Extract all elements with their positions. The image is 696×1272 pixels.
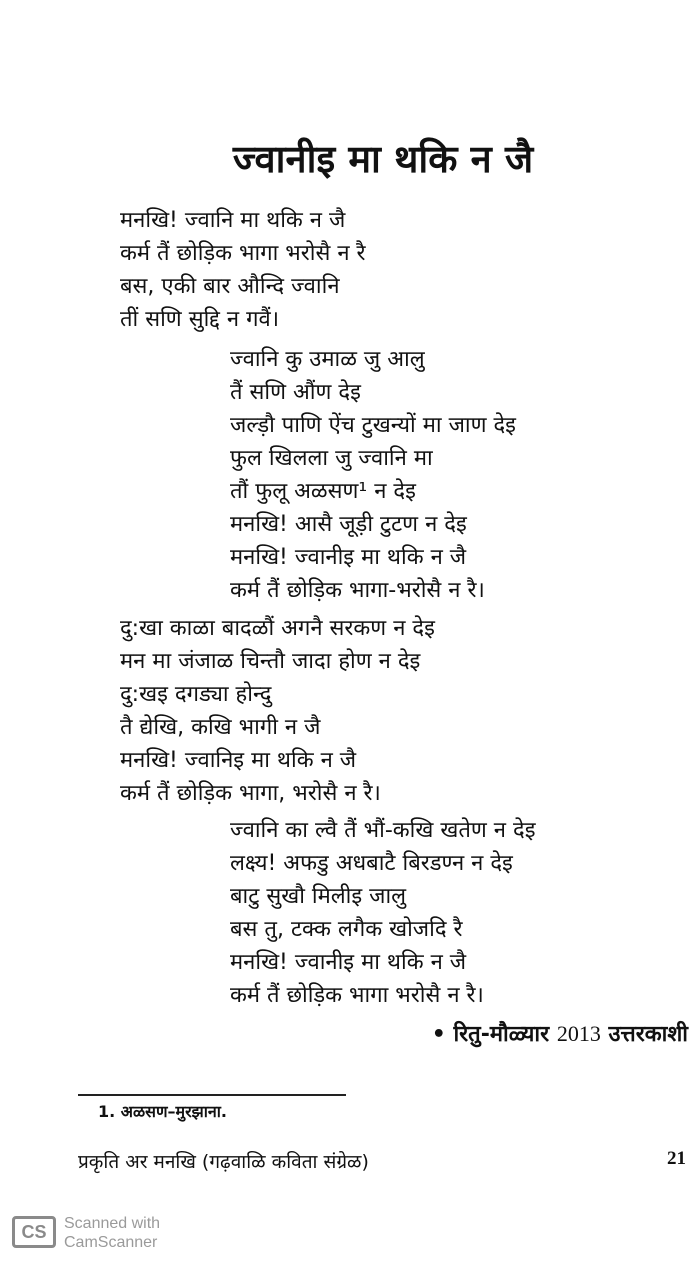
poem-line: दु:खा काळा बादळौं अगनै सरकण न देइ — [120, 616, 435, 641]
stanza-4 — [230, 814, 536, 1012]
camscanner-logo-icon: CS — [12, 1216, 56, 1248]
scanner-watermark — [64, 1214, 160, 1252]
poem-line: तीं सणि सुद्दि न गवैं। — [120, 307, 280, 332]
bullet-mark: • — [431, 1022, 446, 1047]
footnote-divider — [78, 1094, 346, 1096]
footnote: 1. अळसण–मुरझाना. — [98, 1102, 228, 1121]
stanza-1 — [120, 204, 366, 336]
book-title: प्रकृति अर मनखि (गढ़वाळि कविता संग्रेळ) — [78, 1151, 369, 1173]
poem-line: कर्म तैं छोड़िक भागा-भरोसै न रै। — [230, 578, 485, 603]
poem-line: मनखि! ज्वानीइ मा थकि न जै — [230, 950, 467, 975]
poem-line: तैं सणि औंण देइ — [230, 380, 361, 405]
poem-line: कर्म तैं छोड़िक भागा, भरोसै न रै। — [120, 781, 381, 806]
poem-line: मनखि! ज्वानि मा थकि न जै — [120, 208, 346, 233]
signature-year: 2013 — [556, 1021, 601, 1046]
poem-line: ज्वानि का ल्वै तैं भौं-कखि खतेण न देइ — [230, 818, 536, 843]
poem-line: बस तु, टक्क लगैक खोजदि रै — [230, 917, 463, 942]
stanza-2 — [230, 343, 516, 607]
page-number: 21 — [667, 1148, 686, 1169]
poem-line: कर्म तैं छोड़िक भागा भरोसै न रै। — [230, 983, 484, 1008]
poem-line: मनखि! आसै जूड़ी टुटण न देइ — [230, 512, 467, 537]
stanza-3 — [120, 612, 435, 810]
poem-line: दु:खइ दगड्या होन्दु — [120, 682, 272, 707]
signature-place: उत्तरकाशी — [608, 1022, 688, 1047]
author-name: रितु-मौळ्यार — [453, 1022, 550, 1047]
author-signature — [432, 1018, 688, 1048]
poem-line: फुल खिलला जु ज्वानि मा — [230, 446, 433, 471]
watermark-line-1: Scanned with — [64, 1215, 161, 1232]
poem-line: लक्ष्य! अफडु अधबाटै बिरडण्न न देइ — [230, 851, 513, 876]
poem-title: ज्वानीइ मा थकि न जै — [232, 137, 534, 181]
poem-line: तै द्येखि, कखि भागी न जै — [120, 715, 321, 740]
poem-line: मन मा जंजाळ चिन्तौ जादा होण न देइ — [120, 649, 421, 674]
poem-line: जल्ड़ौ पाणि ऐंच टुखन्यों मा जाण देइ — [230, 413, 516, 438]
poem-line: बस, एकी बार औन्दि ज्वानि — [120, 274, 340, 299]
poem-line: मनखि! ज्वानीइ मा थकि न जै — [230, 545, 467, 570]
watermark-line-2: CamScanner — [64, 1234, 158, 1251]
poem-line: कर्म तैं छोड़िक भागा भरोसै न रै — [120, 241, 366, 266]
poem-line: तौं फुलू अळसण¹ न देइ — [230, 479, 416, 504]
poem-line: बाटु सुखौ मिलीइ जालु — [230, 884, 407, 909]
poem-line: ज्वानि कु उमाळ जु आलु — [230, 347, 425, 372]
poem-line: मनखि! ज्वानिइ मा थकि न जै — [120, 748, 357, 773]
